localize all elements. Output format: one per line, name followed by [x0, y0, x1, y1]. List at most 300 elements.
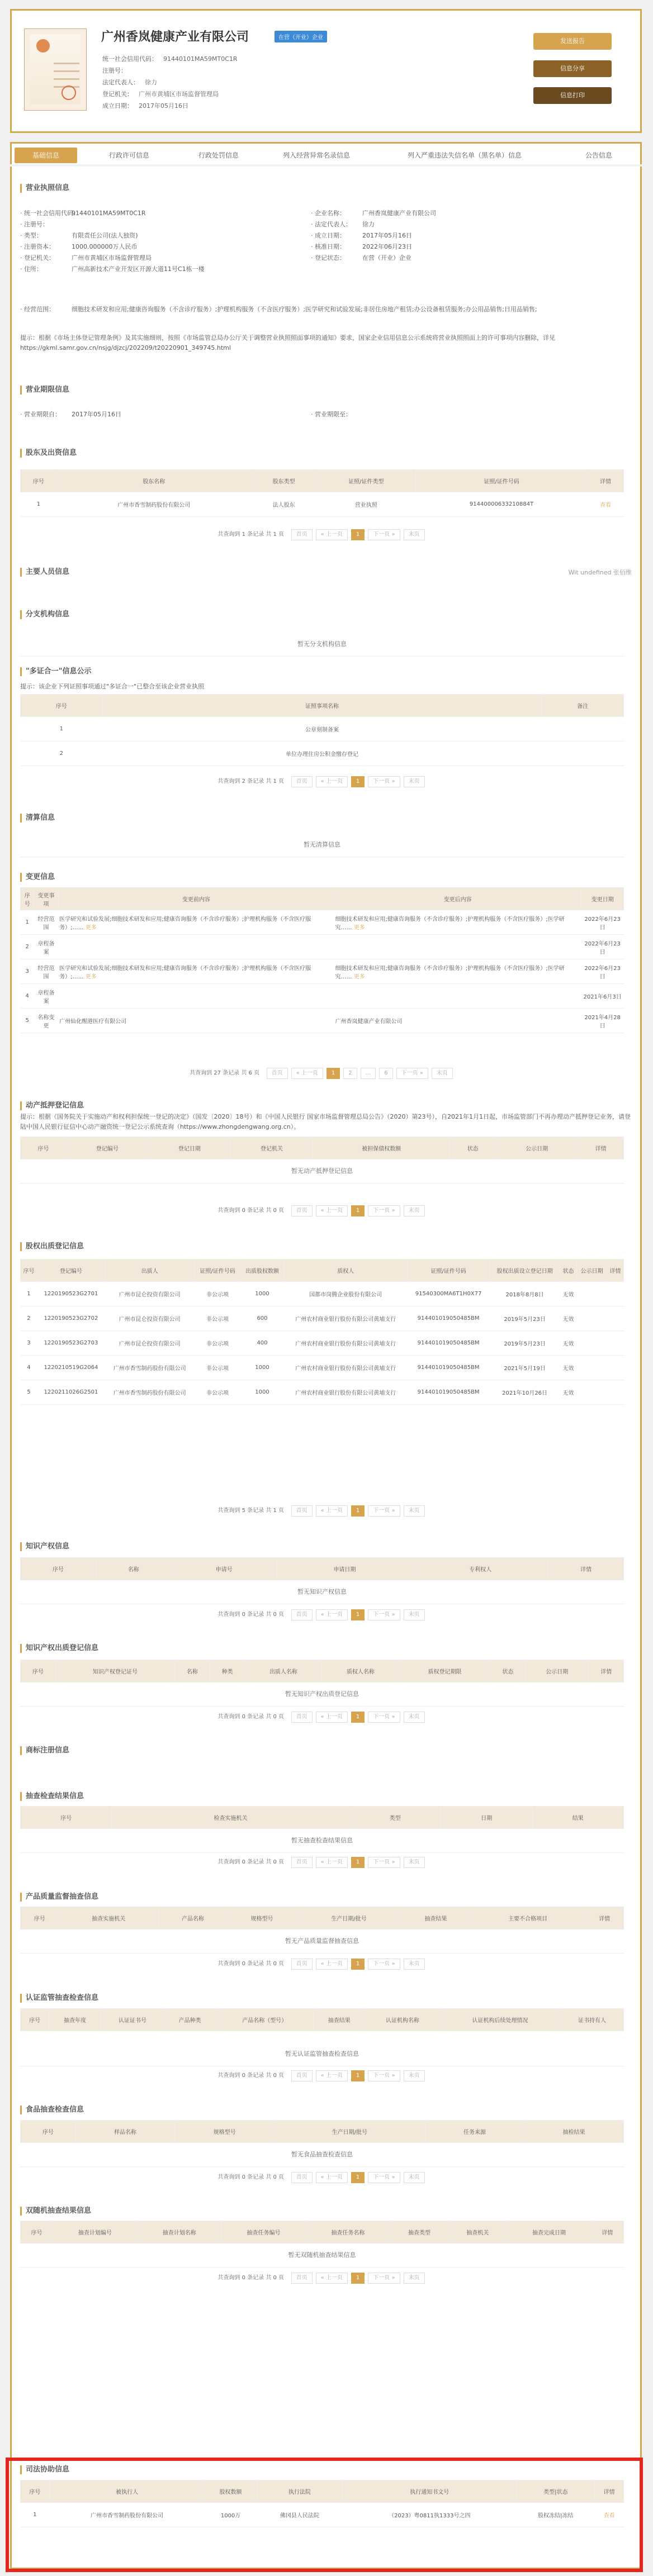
column-header: 序号 [21, 2009, 49, 2031]
table-cell: 5 [21, 1380, 37, 1405]
column-header: 登记编号 [66, 1137, 148, 1159]
license-field: · 登记机关： 广州市黄埔区市场监督管理局 [20, 254, 152, 262]
table-cell: 法人股东 [251, 492, 316, 517]
table-cell: 经营范围 [34, 959, 58, 984]
table-cell: 非公示项 [195, 1356, 240, 1380]
column-header: 执行通知书文号 [343, 2480, 517, 2503]
table-cell: 2021年10月26日 [490, 1380, 560, 1405]
column-header: 申请号 [171, 1558, 277, 1580]
pager-button[interactable]: 6 [379, 1068, 392, 1079]
table-cell [542, 717, 624, 742]
table-cell: 2 [21, 742, 103, 766]
tab-basic[interactable]: 基础信息 [15, 148, 77, 163]
table-row [21, 1331, 624, 1356]
national-emblem-icon [36, 39, 50, 53]
column-header: 规格型号 [228, 1907, 296, 1929]
record-count: 共查询到 0 条记录 共 0 页 [217, 1859, 285, 1865]
pager-button[interactable]: « 上一页 [316, 2172, 348, 2183]
pager-button[interactable]: 首页 [291, 529, 313, 540]
column-header: 详情 [588, 470, 624, 492]
header-field: 法定代表人： 徐力 [102, 79, 157, 86]
empty-row: 暂无动产抵押登记信息 [20, 1159, 624, 1184]
table-cell: 名称变更 [34, 1009, 58, 1033]
column-header: 生产日期/批号 [274, 2121, 425, 2143]
company-name: 广州香岚健康产业有限公司 [101, 30, 249, 44]
table-cell: 3 [21, 1331, 37, 1356]
column-header: 详情 [585, 1907, 624, 1929]
column-header: 股东类型 [251, 470, 316, 492]
table-cell: 无效 [560, 1356, 577, 1380]
pager-button[interactable]: 下一页 » [368, 2070, 400, 2081]
column-header: 类型 [349, 1807, 441, 1829]
column-header: 抽查年度 [49, 2009, 101, 2031]
record-count: 共查询到 2 条记录 共 1 页 [217, 778, 285, 785]
equity-table [20, 1259, 624, 1405]
column-header: 状态 [450, 1137, 496, 1159]
table-cell [607, 1282, 623, 1306]
status-badge: 在营（开业）企业 [275, 31, 327, 42]
table-cell: 1220190523G2701 [37, 1282, 105, 1306]
table-cell [607, 1306, 623, 1331]
column-header: 日期 [441, 1807, 532, 1829]
key-persons-text: Wit undefined 张佰维 [568, 569, 632, 576]
pager-button[interactable]: 1 [326, 1068, 340, 1079]
pager-button[interactable]: 末页 [404, 1609, 425, 1620]
empty-row: 暂无知识产权信息 [20, 1580, 624, 1604]
column-header: 序号 [21, 695, 103, 717]
column-header: 产品名称 [158, 1907, 227, 1929]
pager-button[interactable]: 末页 [404, 2273, 425, 2284]
table-row [21, 742, 624, 766]
pager-button[interactable]: « 上一页 [316, 1959, 348, 1970]
multi-tip: 提示：该企业下列证照事项通过"多证合一"已整合至该企业营业执照 [20, 683, 205, 690]
pager-button[interactable]: « 上一页 [316, 1712, 348, 1723]
section-title: 股权出质登记信息 [20, 1242, 632, 1251]
column-header: 质权人 [284, 1260, 408, 1282]
pager-button[interactable]: 下一页 » [368, 1857, 400, 1868]
pager-button[interactable]: « 上一页 [316, 529, 348, 540]
table-cell: 2021年4月28日 [581, 1009, 624, 1033]
record-count: 共查询到 5 条记录 共 1 页 [217, 1508, 285, 1514]
column-header: 股权数额 [205, 2480, 257, 2503]
pager-button[interactable]: 首页 [291, 1609, 313, 1620]
pager-button[interactable]: 首页 [267, 1068, 288, 1079]
pager-button[interactable]: 下一页 » [396, 1068, 428, 1079]
pager-button[interactable]: « 上一页 [316, 776, 348, 787]
pager-button[interactable]: 1 [351, 2172, 365, 2183]
section-title: 抽查检查结果信息 [20, 1792, 632, 1801]
column-header: 种类 [210, 1660, 245, 1683]
pager-button[interactable]: « 上一页 [316, 1609, 348, 1620]
ip-table [20, 1557, 624, 1580]
section-title: 营业期限信息 [20, 386, 632, 395]
column-header: 序号 [21, 1660, 56, 1683]
empty-row: 暂无清算信息 [20, 833, 624, 857]
column-header: 被担保债权数额 [313, 1137, 450, 1159]
table-row [21, 492, 624, 517]
table-cell [577, 1356, 607, 1380]
pager-button[interactable]: 1 [351, 1712, 365, 1723]
content-panel [10, 167, 642, 2569]
table-cell: 章程备案 [34, 984, 58, 1009]
column-header: 抽查完成日期 [507, 2221, 592, 2244]
multi-license-table [20, 694, 624, 766]
more-link[interactable]: 更多 [85, 924, 97, 931]
pager-button[interactable]: 末页 [404, 529, 425, 540]
table-cell: 914401019050485BM [408, 1356, 490, 1380]
table-row [21, 959, 624, 984]
chattel-tip: 提示：根据《国务院关于实施动产和权利担保统一登记的决定》（国发〔2020〕18号）和《中国人民银行 国家市场监督管理总局公告》（2020）第23号），自2021年1月1日起，市场监管部门不再办理动产抵押登记业务，请登陆中国人民银行征信中心动产融资统一登记公示系统查询（https://www.zhongdengwang.org.cn）。 [20, 1113, 631, 1130]
section-title: 认证监管抽查检查信息 [20, 1994, 632, 2003]
pager-button[interactable]: 1 [351, 2070, 365, 2081]
table-cell [58, 935, 334, 959]
column-header: 详情 [548, 1558, 624, 1580]
pager-button[interactable]: 下一页 » [368, 1959, 400, 1970]
column-header: 证书持有人 [560, 2009, 623, 2031]
table-cell: 400 [240, 1331, 284, 1356]
license-field: · 法定代表人： 徐力 [311, 221, 375, 228]
column-header: 抽查计划编号 [53, 2221, 138, 2244]
license-field: · 企业名称： 广州香岚健康产业有限公司 [311, 210, 436, 217]
column-header: 公示日期 [526, 1660, 589, 1683]
column-header: 序号 [21, 2480, 50, 2503]
column-header: 变更后内容 [334, 888, 581, 910]
table-cell: 1 [21, 2503, 50, 2527]
tab-blacklist[interactable]: 列入严重违法失信名单（黑名单）信息 [407, 151, 522, 159]
license-field: · 注册号： [20, 221, 49, 228]
tab-abnormal[interactable]: 列入经营异常名录信息 [282, 151, 350, 159]
judicial-table [20, 2480, 624, 2527]
column-header: 序号 [21, 1907, 59, 1929]
pager-button[interactable]: 首页 [291, 1959, 313, 1970]
column-header: 证照/证件号码 [195, 1260, 240, 1282]
inspection-table [20, 1806, 624, 1829]
table-cell: 广州农村商业银行股份有限公司黄埔支行 [284, 1380, 408, 1405]
pager [12, 2070, 632, 2082]
column-header: 登记日期 [148, 1137, 230, 1159]
pager-button[interactable]: 1 [351, 1205, 365, 1216]
empty-row: 暂无食品抽查检查信息 [20, 2142, 624, 2167]
table-cell [577, 1331, 607, 1356]
column-header: 证照事项名称 [102, 695, 542, 717]
table-cell: 1220190523G2702 [37, 1306, 105, 1331]
pager-button[interactable]: 首页 [291, 776, 313, 787]
license-field: · 注册资本： 1000.000000万人民币 [20, 243, 138, 250]
shareholders-table [20, 469, 624, 517]
table-cell: 广州农村商业银行股份有限公司黄埔支行 [284, 1306, 408, 1331]
pager-button[interactable]: 2 [343, 1068, 357, 1079]
pager-button[interactable]: 下一页 » [368, 1505, 400, 1517]
column-header: 任务来源 [425, 2121, 524, 2143]
pager-button[interactable]: « 上一页 [316, 1505, 348, 1517]
more-link[interactable]: 更多 [353, 973, 365, 980]
section-title: 双随机抽查结果信息 [20, 2207, 632, 2216]
table-cell: 非公示项 [195, 1282, 240, 1306]
table-cell [577, 1306, 607, 1331]
record-count: 共查询到 0 条记录 共 0 页 [217, 2073, 285, 2079]
pager-button[interactable]: 下一页 » [368, 2172, 400, 2183]
column-header: 执行法院 [257, 2480, 342, 2503]
pager-button[interactable]: 末页 [404, 2070, 425, 2081]
column-header: 抽检结果 [524, 2121, 624, 2143]
license-field: · 核准日期： 2022年06月23日 [311, 243, 412, 250]
random-check-table [20, 2221, 624, 2244]
table-cell: 非公示项 [195, 1380, 240, 1405]
pager-button[interactable]: ... [361, 1068, 376, 1079]
section-title: 变更信息 [20, 873, 632, 882]
column-header: 序号 [21, 1137, 67, 1159]
pager-button[interactable]: 下一页 » [368, 1205, 400, 1216]
column-header: 详情 [591, 2221, 623, 2244]
section-title: 清算信息 [20, 814, 632, 823]
pager-button[interactable]: 末页 [404, 2172, 425, 2183]
license-field: · 类型： 有限责任公司(法人独资) [20, 232, 138, 239]
pager [12, 1711, 632, 1723]
column-header: 序号 [21, 2221, 53, 2244]
column-header: 知识产权登记证号 [55, 1660, 174, 1683]
table-cell: 广州市香雪制药股份有限公司 [105, 1380, 195, 1405]
table-cell: 91540300MA6T1H0X77 [408, 1282, 490, 1306]
send-report-button[interactable]: 发送报告 [533, 33, 612, 50]
table-cell: 91440000633210884T [416, 492, 588, 517]
column-header: 公示日期 [577, 1260, 607, 1282]
column-header: 序号 [21, 1558, 96, 1580]
table-row [21, 717, 624, 742]
pager-button[interactable]: 1 [351, 1505, 365, 1517]
pager-button[interactable]: 末页 [404, 1712, 425, 1723]
table-cell: 1000 [240, 1356, 284, 1380]
table-cell: 914401019050485BM [408, 1306, 490, 1331]
license-tip: 提示：根据《市场主体登记管理条例》及其实施细则，按照《市场监管总局办公厅关于调整营业执照照面事项的通知》要求，国家企业信用信息公示系统将营业执照照面上的许可事项内容删除，详见https://gkml.samr.gov.cn/nsjg/djzcj/202209/t20220901_349745.html [20, 334, 555, 351]
pager-button[interactable]: 首页 [291, 1857, 313, 1868]
section-title: 食品抽查检查信息 [20, 2106, 632, 2114]
record-count: 共查询到 0 条记录 共 0 页 [217, 1208, 285, 1214]
pager-button[interactable]: 下一页 » [368, 1609, 400, 1620]
column-header: 专利权人 [413, 1558, 548, 1580]
table-row [21, 1282, 624, 1306]
tab-penalty[interactable]: 行政处罚信息 [198, 151, 239, 159]
view-link[interactable]: 查看 [588, 492, 624, 517]
term-from: · 营业期限自： 2017年05月16日 [20, 411, 121, 418]
table-cell: 股权冻结|冻结 [517, 2503, 595, 2527]
table-cell: 医学研究和试验发展;细胞技术研发和应用;健康咨询服务（不含诊疗服务）;护理机构服务（不含医疗服务）;…… 更多 [58, 910, 334, 935]
pager-button[interactable]: « 上一页 [316, 1857, 348, 1868]
column-header: 公示日期 [496, 1137, 578, 1159]
table-cell: 非公示项 [195, 1331, 240, 1356]
column-header: 质权人名称 [322, 1660, 399, 1683]
view-link[interactable]: 查看 [595, 2503, 624, 2527]
column-header: 名称 [96, 1558, 171, 1580]
table-cell: 2021年5月19日 [490, 1356, 560, 1380]
print-button[interactable]: 信息打印 [533, 87, 612, 104]
column-header: 规格型号 [175, 2121, 275, 2143]
column-header: 抽查机关 [448, 2221, 507, 2244]
table-cell: 无效 [560, 1306, 577, 1331]
company-header [10, 9, 642, 133]
column-header: 产品名称（型号） [216, 2009, 314, 2031]
section-title: 动产抵押登记信息 [20, 1101, 632, 1110]
column-header: 检查实施机关 [112, 1807, 349, 1829]
food-table [20, 2120, 624, 2143]
license-field: · 登记状态： 在营（开业）企业 [311, 254, 411, 262]
column-header: 变更事项 [34, 888, 58, 910]
table-row [21, 984, 624, 1009]
table-cell: 营业执照 [316, 492, 415, 517]
table-cell: 广州市香雪制药股份有限公司 [105, 1356, 195, 1380]
table-cell: 1 [21, 492, 57, 517]
table-cell: 经营范围 [34, 910, 58, 935]
column-header: 序号 [21, 2121, 76, 2143]
pager-button[interactable]: 1 [351, 1609, 365, 1620]
column-header: 详情 [595, 2480, 624, 2503]
term-to: · 营业期限至： [311, 411, 352, 418]
pager-button[interactable]: 1 [351, 1857, 365, 1868]
table-cell: 公章刻制备案 [102, 717, 542, 742]
column-header: 抽查计划名称 [137, 2221, 221, 2244]
table-cell: 广州香岚健康产业有限公司 [334, 1009, 581, 1033]
pager-button[interactable]: 下一页 » [368, 2273, 400, 2284]
pager-button[interactable]: 下一页 » [368, 1712, 400, 1723]
pager-button[interactable]: 末页 [404, 1205, 425, 1216]
column-header: 主要不合格项目 [470, 1907, 585, 1929]
column-header: 序号 [21, 1260, 37, 1282]
section-title: 司法协助信息 [20, 2465, 632, 2474]
table-cell [334, 984, 581, 1009]
table-cell [577, 1380, 607, 1405]
pager [12, 1205, 632, 1217]
table-cell [334, 935, 581, 959]
pager-button[interactable]: 首页 [291, 2070, 313, 2081]
table-cell: 单位办理住房公积金缴存登记 [102, 742, 542, 766]
cert-table [20, 2008, 624, 2031]
column-header: 详情 [578, 1137, 624, 1159]
column-header: 证照/证件号码 [416, 470, 588, 492]
table-cell: 1220211026G2501 [37, 1380, 105, 1405]
column-header: 序号 [21, 888, 34, 910]
record-count: 共查询到 0 条记录 共 0 页 [217, 2174, 285, 2180]
record-count: 共查询到 0 条记录 共 0 页 [217, 1961, 285, 1967]
table-cell: 广州市昆仑投资有限公司 [105, 1306, 195, 1331]
pager [12, 1505, 632, 1517]
pager [12, 1609, 632, 1621]
column-header: 状态 [560, 1260, 577, 1282]
pager [12, 1856, 632, 1869]
table-cell: 广州农村商业银行股份有限公司黄埔支行 [284, 1331, 408, 1356]
pager-button[interactable]: 末页 [404, 1857, 425, 1868]
share-button[interactable]: 信息分享 [533, 60, 612, 77]
table-cell [577, 1282, 607, 1306]
table-cell: 914401019050485BM [408, 1380, 490, 1405]
column-header: 变更前内容 [58, 888, 334, 910]
pager [12, 1958, 632, 1970]
section-title: 知识产权信息 [20, 1542, 632, 1551]
pager-button[interactable]: 1 [351, 529, 365, 540]
column-header: 抽查结果 [401, 1907, 470, 1929]
column-header: 认证机构后续处理情况 [440, 2009, 561, 2031]
license-field: · 统一社会信用代码：91440101MA59MT0C1R [20, 210, 146, 217]
more-link[interactable]: 更多 [85, 973, 97, 980]
table-cell: 无效 [560, 1282, 577, 1306]
pager-button[interactable]: 1 [351, 2273, 365, 2284]
table-cell: 2022年6月23日 [581, 935, 624, 959]
table-cell: 914401019050485BM [408, 1331, 490, 1356]
tab-notice[interactable]: 公告信息 [585, 151, 612, 159]
column-header: 抽查实施机关 [59, 1907, 158, 1929]
table-cell: 广州市昆仑投资有限公司 [105, 1331, 195, 1356]
pager-button[interactable]: 首页 [291, 1712, 313, 1723]
pager-button[interactable]: 末页 [404, 1959, 425, 1970]
column-header: 变更日期 [581, 888, 624, 910]
column-header: 详情 [589, 1660, 624, 1683]
pager-button[interactable]: 首页 [291, 2172, 313, 2183]
column-header: 认证证书号 [101, 2009, 164, 2031]
pager-button[interactable]: « 上一页 [316, 2273, 348, 2284]
column-header: 抽查任务编号 [221, 2221, 306, 2244]
column-header: 股权出质设立登记日期 [490, 1260, 560, 1282]
more-link[interactable]: 更多 [353, 924, 365, 931]
table-cell: 2018年8月8日 [490, 1282, 560, 1306]
pager-button[interactable]: 末页 [404, 1505, 425, 1517]
table-cell [58, 984, 334, 1009]
pager-button[interactable]: « 上一页 [316, 1205, 348, 1216]
ip-pledge-table [20, 1660, 624, 1683]
table-cell: 1000 [240, 1282, 284, 1306]
column-header: 抽查结果 [314, 2009, 365, 2031]
table-cell: 广州仙化醒港医疗有限公司 [58, 1009, 334, 1033]
pager-button[interactable]: 首页 [291, 1205, 313, 1216]
empty-row: 暂无双随机抽查结果信息 [20, 2243, 624, 2268]
pager-button[interactable]: 首页 [291, 1505, 313, 1517]
table-row [21, 1306, 624, 1331]
table-cell: 细胞技术研发和应用;健康咨询服务（不含诊疗服务）;护理机构服务（不含医疗服务）;医学研究…… 更多 [334, 910, 581, 935]
table-cell: 广州市昆仑投资有限公司 [105, 1282, 195, 1306]
record-count: 共查询到 0 条记录 共 0 页 [217, 1714, 285, 1720]
pager-button[interactable]: 末页 [404, 776, 425, 787]
pager-button[interactable]: 下一页 » [368, 529, 400, 540]
tab-permit[interactable]: 行政许可信息 [108, 151, 149, 159]
table-cell: 国都市岗腾企业股份有限公司 [284, 1282, 408, 1306]
column-header: 股东名称 [56, 470, 251, 492]
table-cell: 4 [21, 1356, 37, 1380]
pager-button[interactable]: « 上一页 [316, 2070, 348, 2081]
column-header: 产品种类 [164, 2009, 215, 2031]
record-count: 共查询到 27 条记录 共 6 页 [190, 1070, 260, 1076]
changes-table [20, 887, 624, 1033]
record-count: 共查询到 0 条记录 共 0 页 [217, 1612, 285, 1618]
pager-button[interactable]: 首页 [291, 2273, 313, 2284]
table-cell: 2 [21, 1306, 37, 1331]
record-count: 共查询到 0 条记录 共 0 页 [217, 2275, 285, 2281]
pager-button[interactable]: 1 [351, 1959, 365, 1970]
table-cell: 1 [21, 717, 103, 742]
column-header: 出质人 [105, 1260, 195, 1282]
table-cell: 1220210519G2064 [37, 1356, 105, 1380]
business-license-thumbnail[interactable] [24, 28, 87, 111]
pager-button[interactable]: « 上一页 [291, 1068, 323, 1079]
table-cell: 广州农村商业银行股份有限公司黄埔支行 [284, 1356, 408, 1380]
column-header: 抽查任务名称 [306, 2221, 390, 2244]
pager-button[interactable]: 末页 [432, 1068, 453, 1079]
pager-button[interactable]: 下一页 » [368, 776, 400, 787]
header-field: 统一社会信用代码： 91440101MA59MT0C1R [102, 55, 238, 63]
header-info [102, 53, 238, 112]
column-header: 出质股权数额 [240, 1260, 284, 1282]
pager-button[interactable]: 1 [351, 776, 365, 787]
column-header: 样品名称 [75, 2121, 175, 2143]
table-row [21, 1380, 624, 1405]
column-header: 状态 [490, 1660, 526, 1683]
chattel-table [20, 1137, 624, 1159]
